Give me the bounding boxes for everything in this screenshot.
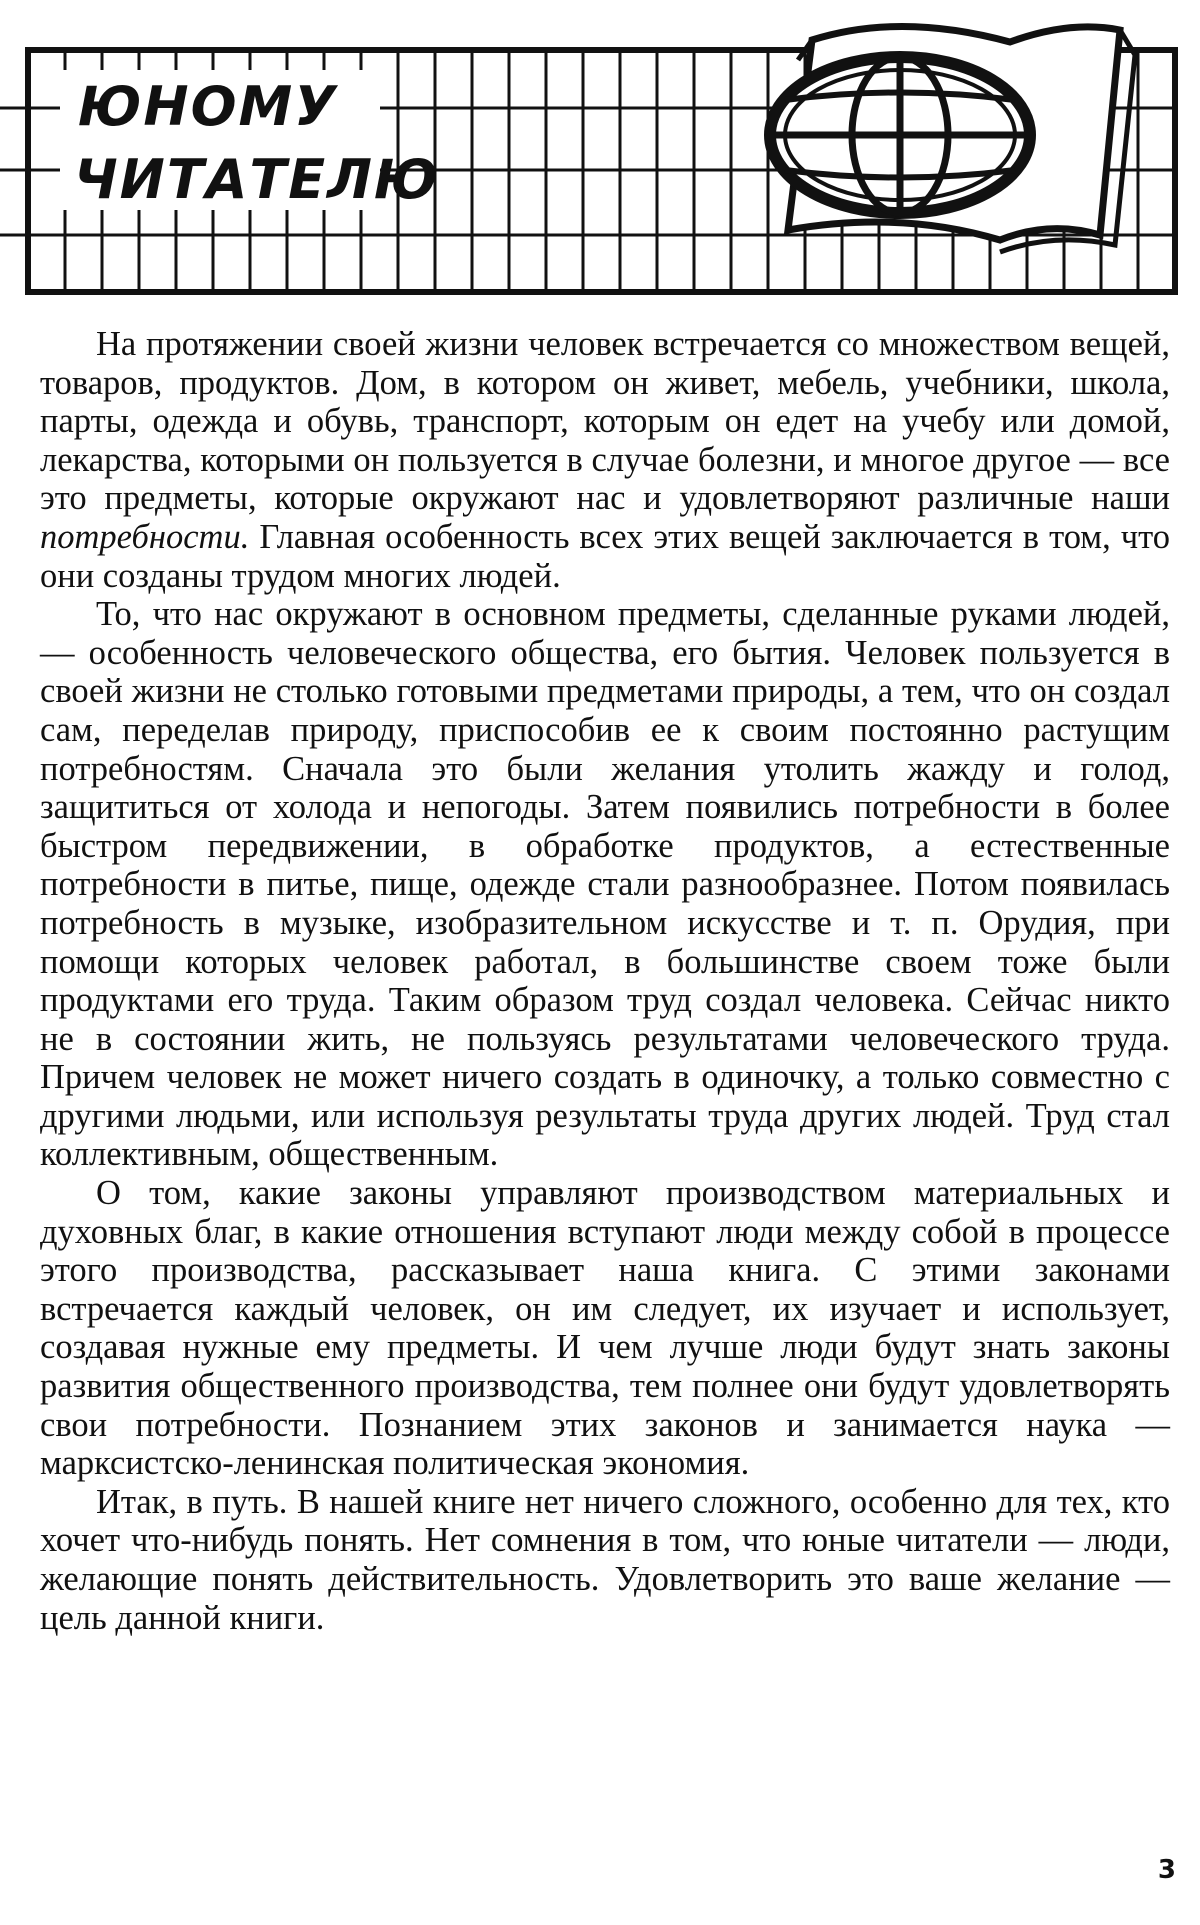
paragraph-1 bbox=[40, 325, 1170, 595]
page-number: 3 bbox=[1157, 1855, 1176, 1885]
paragraph-4: Итак, в путь. В нашей книге нет ничего сложного, особенно для тех, кто хочет что-нибудь понять. Нет сомнения в том, что юные читатели — люди, желающие понять действительность. Удовлетворить это ваше желание — цель данной книги. bbox=[40, 1482, 1170, 1637]
paragraph-1-text: На протяжении своей жизни человек встречается со множеством вещей, товаров, продуктов. Дом, в котором он живет, мебель, учебники, школа, парты, одежда и обувь, транспорт, которым он едет на учебу или домой, лекарства, которыми он пользуется в случае болезни, и многое другое — все это предметы, которые окружают нас и удовлетворяют различные наши bbox=[40, 325, 1170, 518]
article-body bbox=[40, 325, 1170, 1637]
header-grid-banner bbox=[0, 0, 1200, 310]
section-header bbox=[0, 0, 1200, 310]
paragraph-1-text-end: Главная особенность всех этих вещей заключается в том, что они созданы трудом многих людей. bbox=[40, 517, 1170, 595]
paragraph-2: То, что нас окружают в основном предметы, сделанные руками людей, — особенность человеческого общества, его бытия. Человек пользуется в своей жизни не столько готовыми предметами природы, а тем, что он создал сам, переделав природу, приспособив ее к своим постоянно растущим потребностям. Сначала это были желания утолить жажду и голод, защититься от холода и непогоды. Затем появились потребности в более быстром передвижении, в обработке продуктов, а естественные потребности в питье, пище, одежде стали разнообразнее. Потом появилась потребность в музыке, изобразительном искусстве и т. п. Орудия, при помощи которых человек работал, в большинстве своем тоже были продуктами его труда. Таким образом труд создал человека. Сейчас никто не в состоянии жить, не пользуясь результатами человеческого труда. Причем человек не может ничего создать в одиночку, а только совместно с другими людьми, или используя результаты труда других людей. Труд стал коллективным, общественным. bbox=[40, 595, 1170, 1174]
header-title-line1: ЮНОМУ bbox=[78, 75, 338, 138]
paragraph-1-emphasis: потребности. bbox=[40, 517, 250, 556]
book-globe-icon bbox=[770, 26, 1135, 252]
paragraph-3: О том, какие законы управляют производством материальных и духовных благ, в какие отношения вступают люди между собой в процессе этого производства, рассказывает наша книга. С этими законами встречается каждый человек, он им следует, их изучает и использует, создавая нужные ему предметы. И чем лучше люди будут знать законы развития общественного производства, тем полнее они будут удовлетворять свои потребности. Познанием этих законов и занимается наука — марксистско-ленинская политическая экономия. bbox=[40, 1174, 1170, 1483]
header-title-line2: ЧИТАТЕЛЮ bbox=[74, 148, 440, 211]
